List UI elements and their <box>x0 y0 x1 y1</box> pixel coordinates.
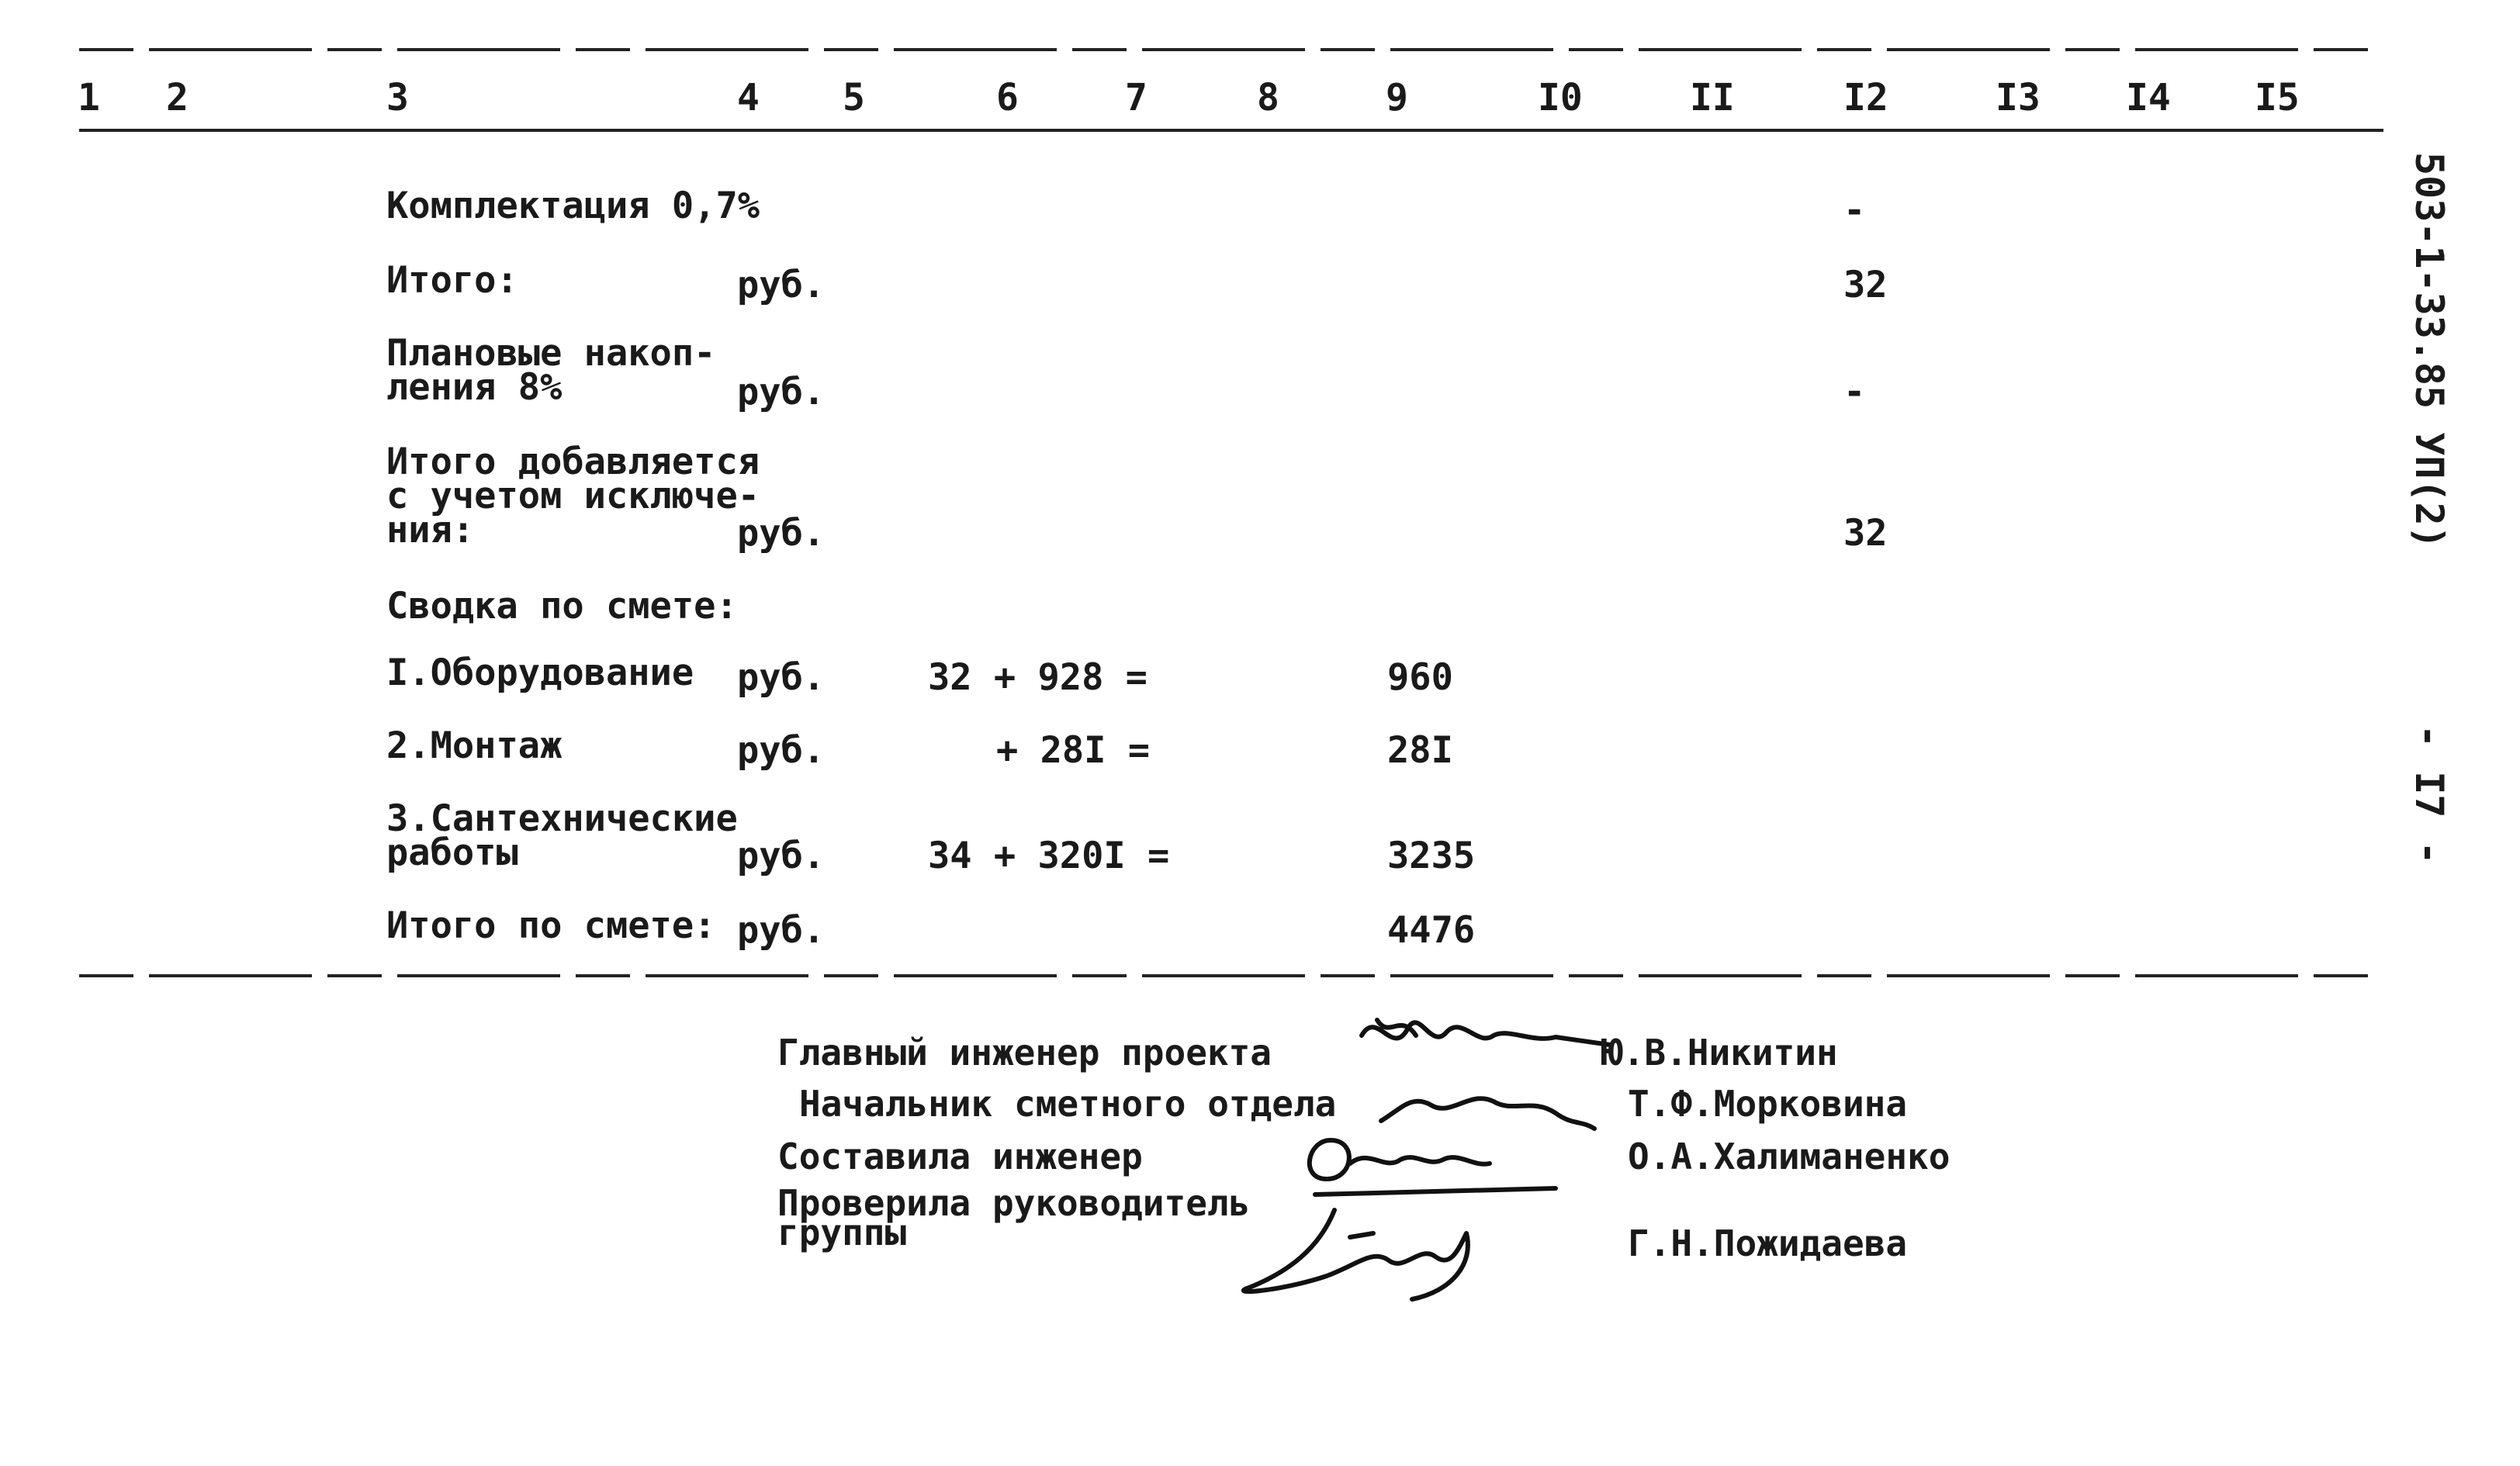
col-header-6: 6 <box>996 76 1019 119</box>
row-col9-oborudovanie: 960 <box>1387 656 1453 699</box>
col-header-7: 7 <box>1125 76 1148 119</box>
col-header-14: I4 <box>2126 76 2171 119</box>
row-col12-komplektatsiya: - <box>1843 189 1866 232</box>
signature-scribble-checked-by <box>1218 1202 1497 1303</box>
row-label-itogo-dobavlyaetsya: Итого добавляется с учетом исключе- ния: <box>386 441 760 551</box>
document-code: 503-1-33.85 УП(2) <box>2407 152 2452 549</box>
row-unit-santekhnicheskie: руб. <box>737 835 826 877</box>
row-formula-santekhnicheskie: 34 + 320I = <box>928 835 1170 877</box>
table-bottom-rule <box>79 974 2383 977</box>
row-label-montazh: 2.Монтаж <box>386 724 562 767</box>
col-header-3: 3 <box>386 76 409 119</box>
row-col9-santekhnicheskie: 3235 <box>1387 835 1476 877</box>
signature-title-estimates-head: Начальник сметного отдела <box>799 1083 1337 1125</box>
col-header-2: 2 <box>166 76 189 119</box>
row-label-itogo: Итого: <box>386 259 518 302</box>
signature-name-compiled-by: О.А.Халиманенко <box>1628 1136 1951 1177</box>
row-formula-montazh: + 28I = <box>996 729 1151 772</box>
row-col12-itogo-dobavlyaetsya: 32 <box>1843 512 1888 555</box>
signature-title-compiled-by: Составила инженер <box>777 1136 1143 1177</box>
header-underline-rule <box>79 129 2383 132</box>
signature-title-checked-by: Проверила руководитель группы <box>777 1182 1251 1253</box>
row-col12-itogo: 32 <box>1843 264 1888 306</box>
row-label-komplektatsiya: Комплектация 0,7% <box>386 185 760 227</box>
signature-scribble-compiled-by <box>1284 1117 1563 1202</box>
col-header-4: 4 <box>737 76 760 119</box>
row-col9-itogo-po-smete: 4476 <box>1387 909 1476 952</box>
row-unit-itogo-dobavlyaetsya: руб. <box>737 512 826 555</box>
row-label-svodka: Сводка по смете: <box>386 585 738 628</box>
row-unit-itogo-po-smete: руб. <box>737 909 826 952</box>
top-rule <box>79 48 2383 51</box>
col-header-12: I2 <box>1843 76 1888 119</box>
row-label-oborudovanie: I.Оборудование <box>386 652 694 694</box>
row-unit-oborudovanie: руб. <box>737 656 826 699</box>
signature-name-checked-by: Г.Н.Пожидаева <box>1628 1222 1908 1264</box>
signature-name-estimates-head: Т.Ф.Морковина <box>1628 1083 1908 1125</box>
row-label-santekhnicheskie: 3.Сантехнические работы <box>386 797 738 874</box>
col-header-5: 5 <box>843 76 865 119</box>
col-header-10: I0 <box>1538 76 1583 119</box>
row-unit-montazh: руб. <box>737 729 826 772</box>
row-col12-planovye: - <box>1843 371 1866 413</box>
col-header-1: 1 <box>78 76 100 119</box>
col-header-13: I3 <box>1996 76 2041 119</box>
row-label-itogo-po-smete: Итого по смете: <box>386 904 716 947</box>
signature-name-chief-engineer: Ю.В.Никитин <box>1601 1032 1838 1074</box>
row-col9-montazh: 28I <box>1387 729 1453 772</box>
col-header-15: I5 <box>2255 76 2300 119</box>
row-formula-oborudovanie: 32 + 928 = <box>928 656 1148 699</box>
signature-title-chief-engineer: Главный инженер проекта <box>777 1032 1272 1074</box>
col-header-8: 8 <box>1257 76 1279 119</box>
col-header-9: 9 <box>1386 76 1408 119</box>
row-unit-itogo: руб. <box>737 264 826 306</box>
col-header-11: II <box>1690 76 1735 119</box>
row-unit-planovye: руб. <box>737 371 826 413</box>
page-number: - I7 - <box>2407 724 2452 865</box>
row-label-planovye: Плановые накоп- ления 8% <box>386 332 716 409</box>
signature-scribble-chief-engineer <box>1354 1004 1610 1067</box>
